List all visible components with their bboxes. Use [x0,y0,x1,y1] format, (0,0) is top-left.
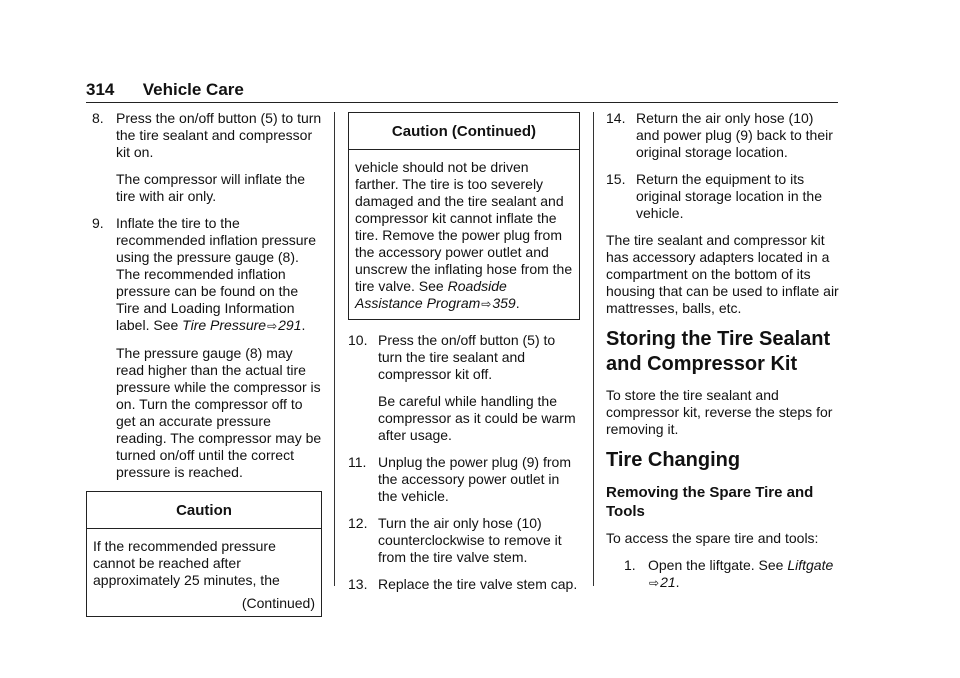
step-number: 14. [606,110,626,126]
step-11 [348,454,580,505]
step-number: 10. [348,332,368,348]
step-number: 8. [92,110,104,126]
access-paragraph: To access the spare tire and tools: [606,530,819,546]
step-number: 15. [606,171,626,187]
page-ref-arrow-icon: ⇨ [481,297,492,311]
page-ref: 291 [278,317,302,333]
step-note: The compressor will inflate the tire with air only. [116,171,306,204]
step-number: 12. [348,515,368,531]
step-15 [606,171,840,222]
caution-body: If the recommended pressure cannot be reached after approximately 25 minutes, the [93,538,280,588]
step-8 [86,110,322,205]
step-text: Inflate the tire to the recommended inflation pressure using the pressure gauge (8). The recommended inflation pressure can be found on the Tire and Loading Information label. See [116,215,316,333]
page-ref: 21 [660,574,676,590]
step-10 [348,332,580,444]
storing-paragraph: To store the tire sealant and compressor kit, reverse the steps for removing it. [606,387,833,437]
caution-title: Caution [87,492,321,529]
step-text: Unplug the power plug (9) from the accessory power outlet in the vehicle. [378,454,571,504]
column-2 [348,110,580,603]
step-12 [348,515,580,566]
tire-pressure-link[interactable]: Tire Pressure⇨291 [182,317,302,333]
step-number: 1. [624,557,636,573]
caution-body: vehicle should not be driven farther. The tire is too severely damaged and the tire sealant and compressor kit cannot inflate the tire. Remove the power plug from the accessory power outlet and unscrew the inflating hose from the tire valve. See Roadside Assistance Program⇨359. [355,159,573,311]
section-heading-storing: Storing the Tire Sealant and Compressor Kit [606,328,831,375]
step-text: Press the on/off button (5) to turn the tire sealant and compressor kit off. [378,332,556,382]
step-text: Press the on/off button (5) to turn the tire sealant and compressor kit on. [116,110,322,160]
header-rule [86,102,838,103]
column-1 [86,110,322,629]
page-header [86,80,244,100]
caution-continued: (Continued) [241,595,315,611]
page-ref-arrow-icon: ⇨ [267,319,278,333]
step-number: 11. [348,454,367,470]
step-text: Turn the air only hose (10) counterclockwise to remove it from the tire valve stem. [378,515,562,565]
step-note: The pressure gauge (8) may read higher than the actual tire pressure while the compressor is on. Turn the compressor off to get an accurate pressure reading. The compressor may be turned on/off until the correct pressure is reached. [116,345,322,480]
step-note: Be careful while handling the compressor as it could be warm after usage. [378,393,576,443]
column-3 [606,110,840,602]
page-ref-arrow-icon: ⇨ [649,576,660,590]
step-text: Replace the tire valve stem cap. [378,576,578,592]
caution-title: Caution (Continued) [349,113,579,150]
section-title: Vehicle Care [142,80,244,99]
step-number: 13. [348,576,368,592]
page-number: 314 [86,80,115,99]
step-text: Return the equipment to its original storage location in the vehicle. [636,171,823,221]
step-13 [348,576,580,593]
column-divider [593,112,594,586]
page-ref: 359 [492,295,516,311]
kit-adapters-paragraph: The tire sealant and compressor kit has accessory adapters located in a compartment on the bottom of its housing that can be used to inflate air mattresses, balls, etc. [606,232,839,316]
caution-box-continued [348,112,580,320]
step-text: Open the liftgate. See [648,557,788,573]
liftgate-link[interactable]: Liftgate ⇨21 [649,557,834,590]
column-divider [334,112,335,586]
subheading-removing-spare: Removing the Spare Tire and Tools [606,484,814,520]
step-number: 9. [92,215,104,231]
step-1: 1. Open the liftgate. See Liftgate ⇨21. [624,557,834,590]
step-14 [606,110,840,161]
roadside-assistance-link[interactable]: Roadside Assistance Program⇨359 [355,278,516,311]
step-text: Return the air only hose (10) and power plug (9) back to their original storage location. [636,110,833,160]
caution-box [86,491,322,617]
step-9: 9. Inflate the tire to the recommended inflation pressure using the pressure gauge (8). The recommended inflation pressure can be found on the Tire and Loading Information label. See Tire Pressure⇨291. The pressure gauge (8) may read higher than the actual tire pressure while the compressor is on. Turn the compressor off to get an accurate pressure reading. The compressor may be turned on/off until the correct pressure is reached. [92,215,322,480]
section-heading-tire-changing: Tire Changing [606,449,741,471]
